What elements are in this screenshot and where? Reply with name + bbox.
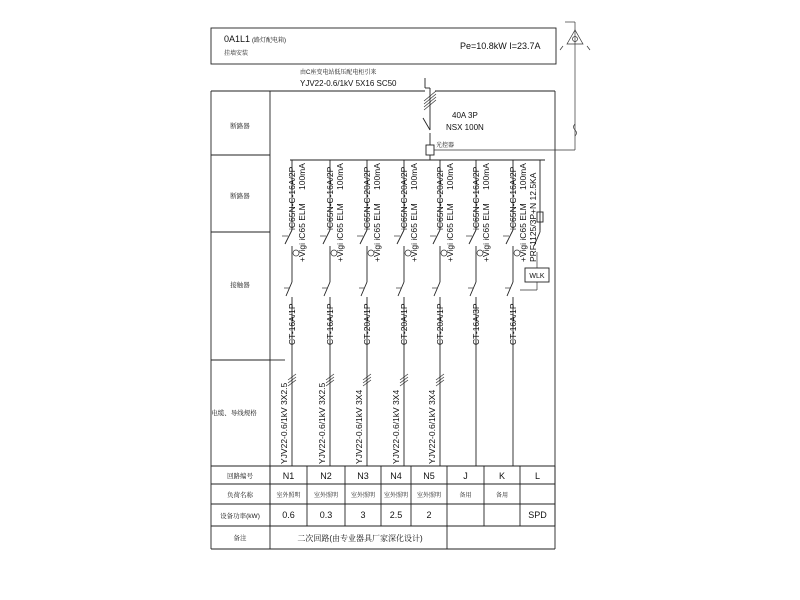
power-1: 0.6 [282, 510, 295, 520]
incoming-source: 由C座变电站低压配电柜引来 [300, 70, 377, 76]
breaker-model-5: iC65N-C-20A/2P [435, 166, 445, 230]
load-name-1: 室外照明 [276, 493, 301, 499]
circuit-no-6: J [463, 471, 468, 481]
circuit-5 [427, 160, 455, 466]
power-8: SPD [528, 510, 547, 520]
incoming-cable: YJV22-0.6/1kV 5X16 SC50 [300, 79, 397, 88]
contactor-model-3: CT-20A/1P [362, 303, 372, 345]
circuit-no-5: N5 [423, 471, 435, 481]
breaker-model-2: iC65N-C-16A/2P [325, 166, 335, 230]
load-name-5: 室外照明 [416, 493, 442, 499]
contactor-model-7: CT-16A/1P [508, 303, 518, 345]
panel-note: (路灯配电箱) [252, 38, 286, 44]
load-name-2: 室外照明 [313, 493, 339, 499]
timer-label: WLK [529, 273, 545, 280]
row-label-cable: 电缆、导线规格 [211, 410, 257, 417]
panel-header [211, 28, 556, 64]
load-summary: Pe=10.8kW I=23.7A [460, 41, 541, 51]
circuit-3 [354, 160, 382, 466]
main-breaker-model: NSX 100N [446, 123, 484, 132]
circuit-no-7: K [498, 471, 506, 481]
power-5: 2 [426, 510, 432, 520]
rcd-model-7: +Vigi iC65 ELM [518, 203, 528, 262]
load-name-3: 室外照明 [350, 493, 376, 499]
circuit-no-3: N3 [357, 471, 369, 481]
rcd-current-1: 100mA [297, 163, 307, 190]
cable-spec-4: YJV22-0.6/1kV 3X4 [391, 389, 401, 464]
contactor-model-5: CT-20A/1P [435, 303, 445, 345]
rcd-current-7: 100mA [518, 163, 528, 190]
contactor-model-4: CT-20A/1P [399, 303, 409, 345]
row-label-load-name: 负荷名称 [227, 492, 253, 499]
circuit-1 [279, 160, 307, 466]
circuit-4 [391, 160, 419, 466]
row-label-main-breaker: 断路器 [230, 123, 250, 130]
rcd-model-6: +Vigi iC65 ELM [481, 203, 491, 262]
rcd-current-2: 100mA [335, 163, 345, 190]
breaker-model-7: iC65N-C-16A/2P [508, 166, 518, 230]
rcd-model-3: +Vigi iC65 ELM [372, 203, 382, 262]
rcd-model-1: +Vigi iC65 ELM [297, 203, 307, 262]
breaker-model-6: iC65N-C-16A/2P [471, 166, 481, 230]
spd-model: PRF1125/3P+N 12.5KA [528, 172, 538, 262]
power-2: 0.3 [319, 510, 333, 520]
row-label-branch-breaker: 断路器 [230, 193, 250, 200]
rcd-current-4: 100mA [409, 163, 419, 190]
cable-spec-5: YJV22-0.6/1kV 3X4 [427, 389, 437, 464]
rcd-model-4: +Vigi iC65 ELM [409, 203, 419, 262]
row-label-power: 设备功率(kW) [220, 513, 260, 520]
load-name-7: 备用 [495, 493, 509, 499]
rcd-current-6: 100mA [481, 163, 491, 190]
rcd-current-5: 100mA [445, 163, 455, 190]
circuit-7 [503, 160, 528, 466]
contactor-model-1: CT-16A/1P [287, 303, 297, 345]
circuit-8 [528, 160, 543, 262]
main-breaker-rating: 40A 3P [452, 111, 478, 120]
cable-spec-1: YJV22-0.6/1kV 3X2.5 [279, 382, 289, 464]
cable-spec-3: YJV22-0.6/1kV 3X4 [354, 389, 364, 464]
row-label-circuit-no: 回路编号 [227, 473, 253, 480]
circuit-group [279, 160, 543, 466]
rcd-model-2: +Vigi iC65 ELM [335, 203, 345, 262]
circuit-no-4: N4 [390, 471, 402, 481]
panel-id: 0A1L1 [224, 34, 251, 44]
circuit-no-1: N1 [282, 471, 295, 481]
circuit-no-8: L [534, 471, 541, 481]
contactor-model-2: CT-16A/1P [325, 303, 335, 345]
row-label-remark: 备注 [233, 535, 247, 542]
load-name-6: 备用 [459, 493, 472, 499]
breaker-model-4: iC65N-C-20A/2P [399, 166, 409, 230]
circuit-2 [317, 160, 345, 466]
circuit-6 [466, 160, 491, 466]
power-3: 3 [360, 510, 366, 520]
rcd-model-5: +Vigi iC65 ELM [445, 203, 455, 262]
photocell-label: 光控器 [436, 143, 455, 149]
load-name-4: 室外照明 [383, 493, 409, 499]
rcd-current-3: 100mA [372, 163, 382, 190]
cable-spec-2: YJV22-0.6/1kV 3X2.5 [317, 382, 327, 464]
breaker-model-1: iC65N-C-16A/2P [287, 166, 297, 230]
breaker-model-3: iC65N-C-20A/2P [362, 166, 372, 230]
row-label-contactor: 接触器 [230, 282, 250, 289]
remark-text: 二次回路(由专业器具厂家深化设计) [297, 534, 423, 543]
power-4: 2.5 [389, 510, 403, 520]
install-method: 挂墙安装 [224, 51, 249, 57]
circuit-no-2: N2 [320, 471, 332, 481]
contactor-model-6: CT-16A/3P [471, 303, 481, 345]
